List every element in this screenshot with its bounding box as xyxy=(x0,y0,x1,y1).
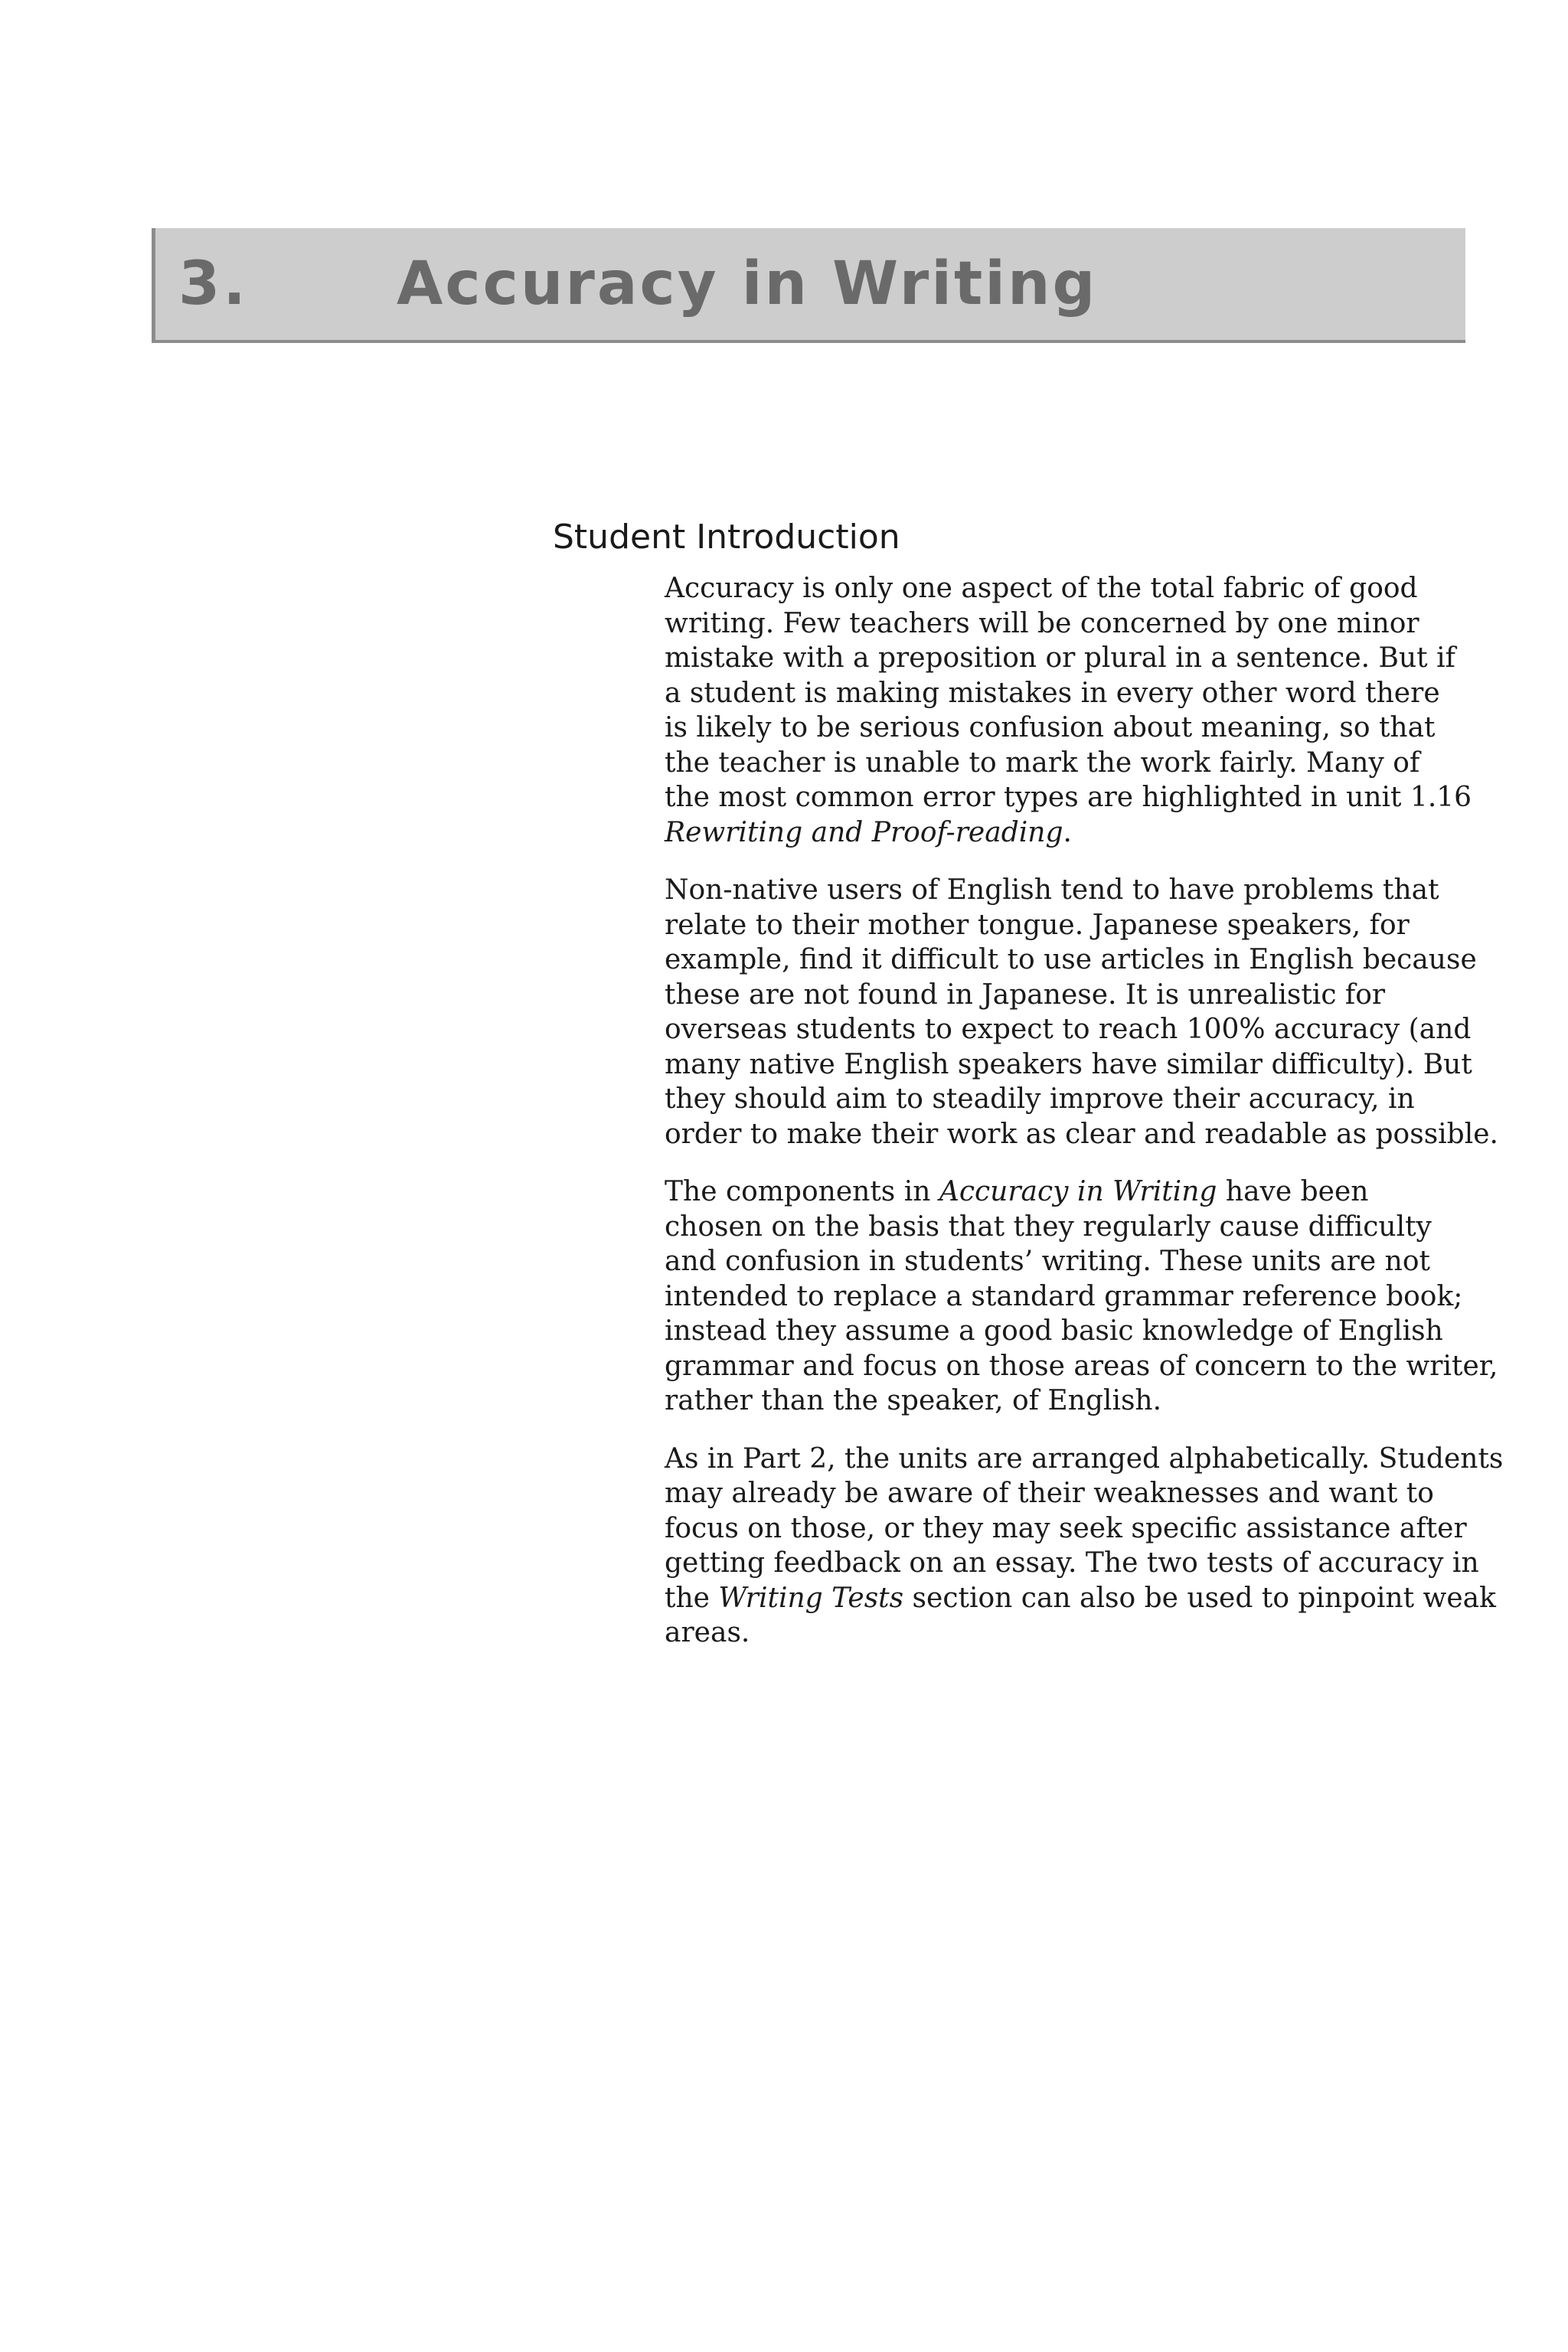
text-segment: overseas students to expect to reach 100% accuracy (and xyxy=(665,1014,1472,1045)
text-segment: grammar and focus on those areas of concern to the writer, xyxy=(665,1350,1498,1382)
text-line xyxy=(665,873,1476,908)
text-segment: section can also be used to pinpoint weak xyxy=(903,1582,1496,1614)
text-segment: many native English speakers have similar difficulty). But xyxy=(665,1048,1472,1080)
text-segment: As in Part 2, the units are arranged alphabetically. Students xyxy=(665,1442,1504,1475)
text-line xyxy=(665,1047,1476,1083)
text-segment: may already be aware of their weaknesses and want to xyxy=(665,1478,1434,1509)
text-line xyxy=(665,1082,1476,1117)
text-segment: the teacher is unable to mark the work fairly. Many of xyxy=(665,746,1420,779)
paragraph xyxy=(665,1442,1504,1651)
text-segment: Non-native users of English tend to have problems that xyxy=(665,874,1439,906)
text-segment: they should aim to steadily improve their accuracy, in xyxy=(665,1083,1415,1115)
text-segment: relate to their mother tongue. Japanese speakers, for xyxy=(665,909,1410,941)
text-segment: have been xyxy=(1217,1176,1369,1207)
text-segment: the xyxy=(665,1582,719,1614)
text-line xyxy=(665,978,1476,1013)
paragraph xyxy=(665,873,1498,1152)
text-line xyxy=(665,780,1476,815)
text-line xyxy=(665,815,1476,851)
text-line xyxy=(665,1546,1479,1581)
text-segment: a student is making mistakes in every other word there xyxy=(665,677,1440,709)
text-segment: focus on those, or they may seek specific assistance after xyxy=(665,1512,1467,1544)
text-line xyxy=(665,942,1476,978)
text-segment: Accuracy is only one aspect of the total fabric of good xyxy=(665,573,1418,604)
text-segment: getting feedback on an essay. The two tests of accuracy in xyxy=(665,1547,1479,1579)
text-line xyxy=(665,1314,1476,1349)
text-line xyxy=(665,1442,1504,1477)
paragraph xyxy=(665,1174,1498,1419)
text-line xyxy=(665,908,1476,943)
text-segment: and confusion in students’ writing. These units are not xyxy=(665,1246,1430,1277)
text-line xyxy=(665,1581,1496,1616)
text-line xyxy=(665,710,1476,746)
italic-text: Accuracy in Writing xyxy=(939,1176,1217,1207)
text-segment: areas. xyxy=(665,1617,750,1648)
text-segment: rather than the speaker, of English. xyxy=(665,1385,1162,1416)
text-segment: is likely to be serious confusion about meaning, so that xyxy=(665,712,1436,743)
text-line xyxy=(665,746,1476,781)
text-line xyxy=(665,1615,1476,1651)
text-line xyxy=(665,1349,1498,1384)
text-segment: chosen on the basis that they regularly cause difficulty xyxy=(665,1210,1432,1243)
text-segment: writing. Few teachers will be concerned by one minor xyxy=(665,607,1419,639)
text-segment: The components in xyxy=(665,1176,939,1207)
text-line xyxy=(665,1174,1476,1210)
text-segment: example, find it difficult to use articles in English because xyxy=(665,944,1477,975)
text-segment: mistake with a preposition or plural in a sentence. But if xyxy=(665,642,1455,674)
text-segment: intended to replace a standard grammar reference book; xyxy=(665,1280,1463,1312)
text-line xyxy=(665,1012,1476,1047)
text-segment: these are not found in Japanese. It is unrealistic for xyxy=(665,978,1386,1011)
chapter-header xyxy=(152,228,1465,343)
text-line xyxy=(665,1244,1476,1279)
text-line xyxy=(665,1383,1476,1419)
text-line xyxy=(665,1511,1476,1547)
text-segment: the most common error types are highlighted in unit 1.16 xyxy=(665,782,1472,813)
paragraph xyxy=(665,571,1476,850)
text-line xyxy=(665,1117,1498,1152)
text-segment: . xyxy=(1063,816,1072,848)
chapter-number: 3. xyxy=(178,250,249,318)
text-line xyxy=(665,606,1476,642)
text-line xyxy=(665,676,1476,711)
text-segment: order to make their work as clear and readable as possible. xyxy=(665,1118,1498,1150)
text-segment: instead they assume a good basic knowledge of English xyxy=(665,1315,1443,1347)
text-line xyxy=(665,641,1476,676)
italic-text: Rewriting and Proof-reading xyxy=(665,816,1063,848)
section-heading: Student Introduction xyxy=(553,518,900,557)
text-line xyxy=(665,571,1476,606)
text-line xyxy=(665,1279,1476,1315)
text-line xyxy=(665,1476,1476,1511)
italic-text: Writing Tests xyxy=(718,1582,904,1614)
text-line xyxy=(665,1210,1476,1245)
body-text xyxy=(665,571,1504,1674)
chapter-title: Accuracy in Writing xyxy=(397,250,1098,318)
